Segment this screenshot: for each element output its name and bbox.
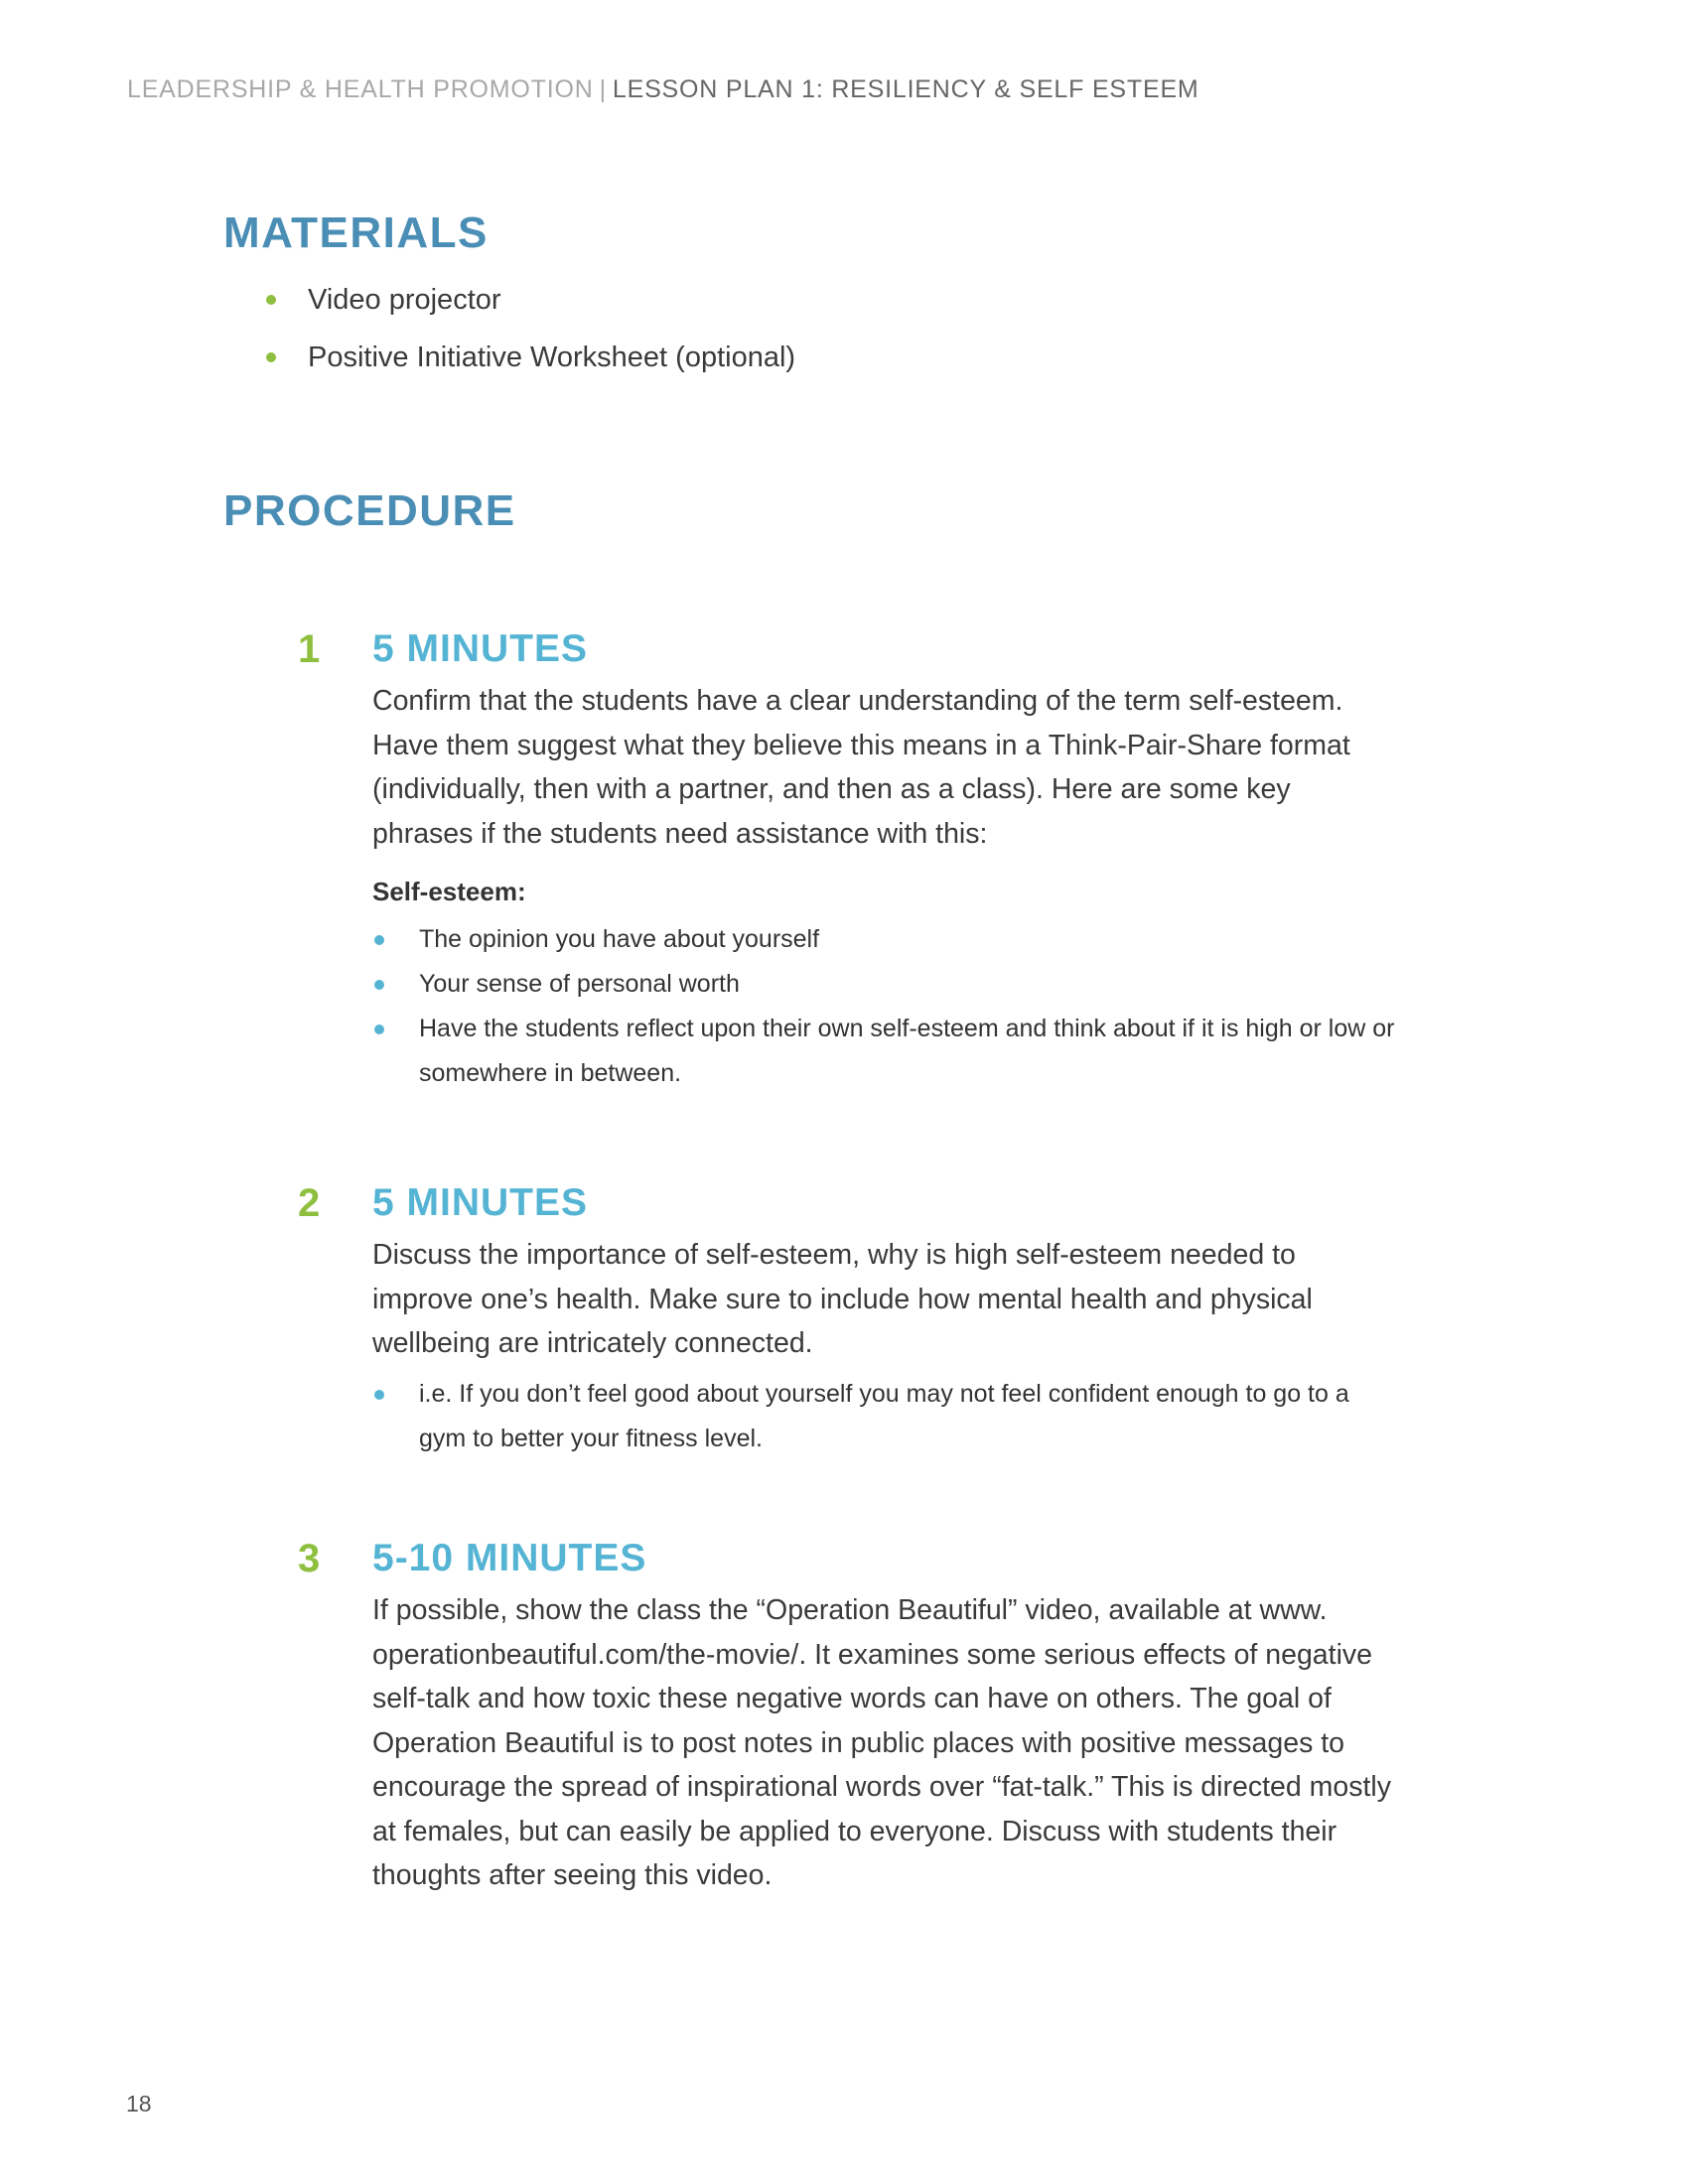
materials-list — [308, 280, 795, 395]
step-duration: 5-10 MINUTES — [372, 1537, 647, 1579]
list-item-text: The opinion you have about yourself — [419, 925, 820, 953]
step-duration: 5 MINUTES — [372, 627, 589, 670]
bullet-icon — [374, 1024, 384, 1034]
step-number: 2 — [298, 1181, 321, 1225]
step-text: Confirm that the students have a clear understanding of the term self-esteem. Have them suggest what they believe this means in a Think-Pair-Share format (individually, then with a partner, and then as a class). Here are some key phrases if the students need assistance with this: — [372, 685, 1350, 850]
list-item-text: Your sense of personal worth — [419, 970, 740, 998]
header-separator: | — [599, 75, 607, 103]
bullet-icon — [374, 980, 384, 990]
list-item — [258, 280, 795, 338]
procedure-heading: PROCEDURE — [223, 486, 516, 535]
list-item — [258, 338, 795, 395]
step-text: If possible, show the class the “Operation Beautiful” video, available at www. operationbeautiful.com/the-movie/. It examines some serious effects of negative self-talk and how toxic these negative words can have on others. The goal of Operation Beautiful is to post notes in public places with positive messages to encourage the spread of inspirational words over “fat-talk.” This is directed mostly at females, but can easily be applied to everyone. Discuss with students their thoughts after seeing this video. — [372, 1594, 1391, 1891]
materials-item-label: Video projector — [308, 284, 501, 316]
list-item — [372, 1007, 1395, 1096]
bullet-icon — [374, 1390, 384, 1400]
step-number: 1 — [298, 627, 321, 671]
materials-heading: MATERIALS — [223, 208, 489, 257]
bullet-icon — [266, 352, 276, 362]
definition-title: Self-esteem: — [372, 877, 526, 906]
list-item — [372, 917, 1395, 962]
step-duration: 5 MINUTES — [372, 1181, 589, 1224]
step-body — [372, 1233, 1395, 1461]
example-list — [372, 1372, 1395, 1461]
header-lesson: LESSON PLAN 1: RESILIENCY & SELF ESTEEM — [612, 75, 1199, 103]
header-series: LEADERSHIP & HEALTH PROMOTION — [127, 75, 594, 103]
page-number: 18 — [126, 2091, 152, 2116]
step-text: Discuss the importance of self-esteem, why is high self-esteem needed to improve one’s health. Make sure to include how mental health and physical wellbeing are intricately connected. — [372, 1239, 1313, 1359]
step-body — [372, 679, 1395, 1096]
bullet-icon — [374, 935, 384, 945]
bullet-icon — [266, 295, 276, 305]
list-item-text: Have the students reflect upon their own self-esteem and think about if it is high or low or somewhere in between. — [419, 1015, 1395, 1087]
materials-item-label: Positive Initiative Worksheet (optional) — [308, 341, 796, 373]
running-header — [127, 75, 1199, 104]
list-item-text: i.e. If you don’t feel good about yourself you may not feel confident enough to go to a gym to better your fitness level. — [419, 1379, 1349, 1452]
list-item — [372, 962, 1395, 1007]
step-number: 3 — [298, 1537, 321, 1580]
step-body — [372, 1588, 1395, 1898]
list-item — [372, 1372, 1395, 1461]
definition-list — [372, 917, 1395, 1096]
